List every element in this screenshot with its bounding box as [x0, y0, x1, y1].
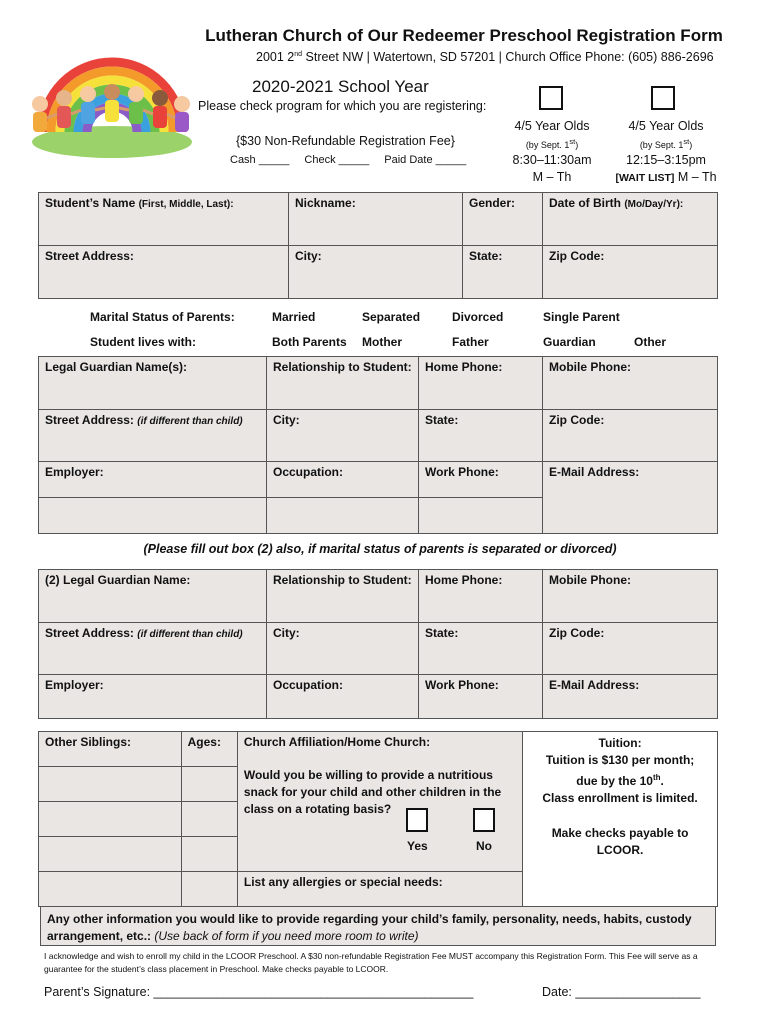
paid-date-field: Paid Date _____: [384, 154, 467, 166]
guardian-one-name-cell[interactable]: Legal Guardian Name(s):: [39, 357, 267, 410]
guardian-one-zip-cell[interactable]: Zip Code:: [543, 410, 718, 462]
guardian-one-occupation-line[interactable]: [267, 498, 419, 534]
age-row-2[interactable]: [181, 802, 237, 837]
afternoon-program-info: 4/5 Year Olds (by Sept. 1st) 12:15–3:15pm [WAIT LIST] M – Th: [615, 119, 717, 184]
lives-with-other[interactable]: Other: [634, 335, 667, 349]
siblings-header-cell: Other Siblings:: [39, 732, 182, 767]
guardian-one-city-cell[interactable]: City:: [267, 410, 419, 462]
afternoon-program-checkbox[interactable]: [651, 86, 675, 110]
guardian-one-table: [38, 356, 718, 534]
parent-signature-line[interactable]: Parent’s Signature: ______________________________________________: [44, 985, 474, 999]
church-affiliation-label: Church Affiliation/Home Church:: [243, 735, 431, 749]
school-year: 2020-2021 School Year: [252, 77, 429, 96]
second-guardian-note: (Please fill out box (2) also, if marital status of parents is separated or divorced): [143, 542, 617, 556]
ages-header-cell: Ages:: [181, 732, 237, 767]
guardian-one-employer-line[interactable]: [39, 498, 267, 534]
age-row-3[interactable]: [181, 837, 237, 872]
church-address: 2001 2nd Street NW | Watertown, SD 57201 | Church Office Phone: (605) 886-2696: [256, 50, 714, 64]
acknowledgement-text: I acknowledge and wish to enroll my child in the LCOOR Preschool. A $30 non-refundable Registration Fee MUST accompany this Registration Form. This Fee will serve as a guarantee for the student’s class placement in Preschool. Make checks payable to LCOOR.: [44, 951, 698, 974]
signature-date-line[interactable]: Date: __________________: [542, 985, 701, 999]
guardian-one-street-cell[interactable]: Street Address: (if different than child): [39, 410, 267, 462]
guardian-one-state-cell[interactable]: State:: [419, 410, 543, 462]
guardian-two-email-cell[interactable]: E-Mail Address:: [543, 675, 718, 719]
guardian-two-mobile-cell[interactable]: Mobile Phone:: [543, 570, 718, 623]
guardian-two-city-cell[interactable]: City:: [267, 623, 419, 675]
age-row-1[interactable]: [181, 767, 237, 802]
snack-no-checkbox[interactable]: [473, 808, 495, 832]
gender-cell[interactable]: Gender:: [463, 193, 543, 246]
student-lives-with-label: Student lives with:: [90, 335, 197, 349]
age-row-4[interactable]: [181, 872, 237, 907]
preschool-logo-image: [22, 22, 202, 164]
snack-yes-checkbox[interactable]: [406, 808, 428, 832]
guardian-two-zip-cell[interactable]: Zip Code:: [543, 623, 718, 675]
other-information-box[interactable]: Any other information you would like to provide regarding your child’s family, personality, needs, habits, custody arrangement, etc.: (Use back of form if you need more room to write): [40, 906, 716, 946]
guardian-one-employer-cell[interactable]: Employer:: [39, 462, 267, 498]
guardian-two-occupation-cell[interactable]: Occupation:: [267, 675, 419, 719]
student-street-cell[interactable]: Street Address:: [39, 246, 289, 299]
guardian-one-relationship-cell[interactable]: Relationship to Student:: [267, 357, 419, 410]
snack-yes-label: Yes: [407, 839, 428, 853]
marital-option-married[interactable]: Married: [272, 310, 316, 324]
snack-no-label: No: [476, 839, 492, 853]
registration-fee-note: {$30 Non-Refundable Registration Fee}: [236, 134, 455, 148]
marital-option-separated[interactable]: Separated: [362, 310, 421, 324]
guardian-one-occupation-cell[interactable]: Occupation:: [267, 462, 419, 498]
morning-program-info: 4/5 Year Olds (by Sept. 1st) 8:30–11:30am M – Th: [512, 119, 592, 184]
guardian-two-table: [38, 569, 718, 719]
guardian-one-email-cell[interactable]: E-Mail Address:: [543, 462, 718, 534]
guardian-two-name-cell[interactable]: (2) Legal Guardian Name:: [39, 570, 267, 623]
marital-option-divorced[interactable]: Divorced: [452, 310, 504, 324]
sibling-row-3[interactable]: [39, 837, 182, 872]
guardian-one-work-phone-cell[interactable]: Work Phone:: [419, 462, 543, 498]
check-field: Check _____: [304, 154, 370, 166]
lives-with-guardian[interactable]: Guardian: [543, 335, 596, 349]
student-name-cell[interactable]: Student’s Name (First, Middle, Last):: [39, 193, 289, 246]
lives-with-both-parents[interactable]: Both Parents: [272, 335, 347, 349]
program-check-prompt: Please check program for which you are registering:: [198, 99, 487, 113]
snack-question: Would you be willing to provide a nutritious snack for your child and other children in the class on a rotating basis?: [243, 768, 502, 816]
guardian-one-home-phone-cell[interactable]: Home Phone:: [419, 357, 543, 410]
guardian-two-home-phone-cell[interactable]: Home Phone:: [419, 570, 543, 623]
marital-status-label: Marital Status of Parents:: [90, 310, 235, 324]
siblings-church-table: [38, 731, 718, 907]
student-zip-cell[interactable]: Zip Code:: [543, 246, 718, 299]
nickname-cell[interactable]: Nickname:: [289, 193, 463, 246]
guardian-two-work-phone-cell[interactable]: Work Phone:: [419, 675, 543, 719]
allergies-cell[interactable]: List any allergies or special needs:: [237, 872, 522, 907]
student-city-cell[interactable]: City:: [289, 246, 463, 299]
guardian-two-state-cell[interactable]: State:: [419, 623, 543, 675]
student-state-cell[interactable]: State:: [463, 246, 543, 299]
guardian-two-employer-cell[interactable]: Employer:: [39, 675, 267, 719]
sibling-row-4[interactable]: [39, 872, 182, 907]
marital-option-single-parent[interactable]: Single Parent: [543, 310, 620, 324]
guardian-two-relationship-cell[interactable]: Relationship to Student:: [267, 570, 419, 623]
wait-list-badge: [WAIT LIST]: [615, 172, 675, 184]
guardian-one-work-phone-line[interactable]: [419, 498, 543, 534]
form-title: Lutheran Church of Our Redeemer Preschool Registration Form: [205, 26, 723, 45]
sibling-row-2[interactable]: [39, 802, 182, 837]
office-payment-line: [230, 154, 478, 166]
cash-field: Cash _____: [230, 154, 290, 166]
lives-with-father[interactable]: Father: [452, 335, 489, 349]
guardian-two-street-cell[interactable]: Street Address: (if different than child): [39, 623, 267, 675]
morning-program-checkbox[interactable]: [539, 86, 563, 110]
lives-with-mother[interactable]: Mother: [362, 335, 402, 349]
sibling-row-1[interactable]: [39, 767, 182, 802]
guardian-one-mobile-cell[interactable]: Mobile Phone:: [543, 357, 718, 410]
tuition-info-cell: Tuition: Tuition is $130 per month; due by the 10th. Class enrollment is limited. Make checks payable to LCOOR.: [523, 732, 718, 907]
student-info-table: [38, 192, 718, 299]
date-of-birth-cell[interactable]: Date of Birth (Mo/Day/Yr):: [543, 193, 718, 246]
